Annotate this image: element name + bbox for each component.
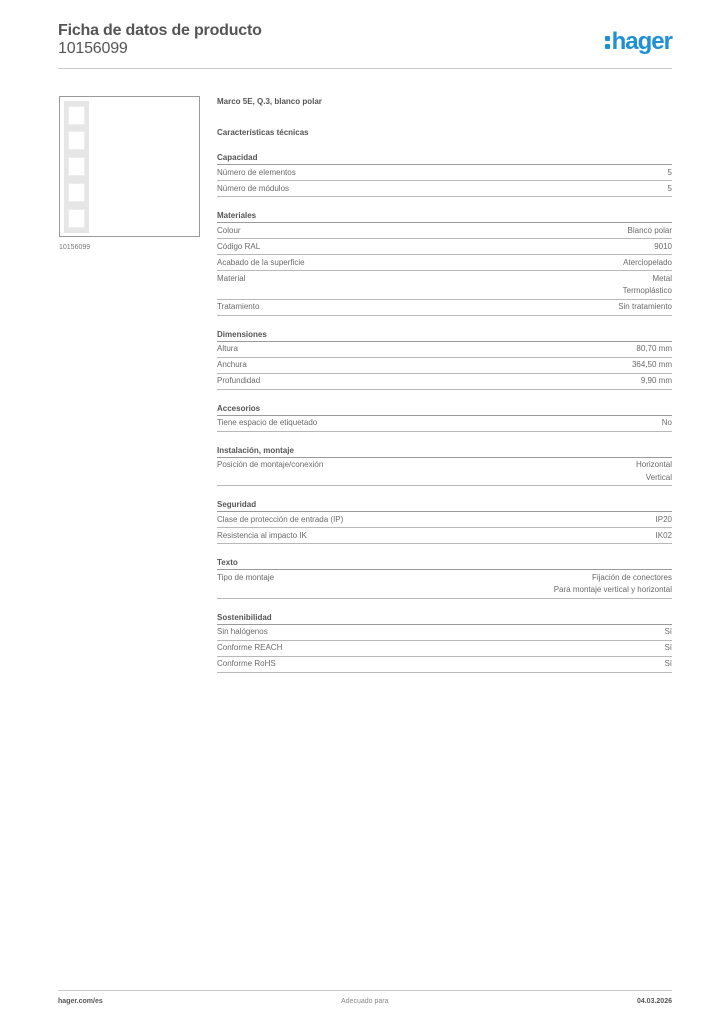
footer-date: 04.03.2026	[636, 998, 672, 1005]
page-footer	[58, 998, 672, 1010]
spec-row	[217, 570, 672, 599]
spec-groups	[217, 152, 672, 673]
spec-label: Tipo de montaje	[217, 572, 275, 582]
spec-value	[636, 459, 672, 484]
footer-divider	[58, 990, 672, 991]
spec-label: Material	[217, 273, 246, 283]
spec-value	[623, 273, 672, 298]
spec-row	[217, 300, 672, 316]
spec-value	[656, 514, 672, 527]
image-caption: 10156099	[59, 244, 91, 251]
spec-row	[217, 271, 672, 300]
spec-value	[641, 375, 672, 388]
page-header	[58, 22, 672, 68]
spec-value-line: Sí	[664, 643, 672, 652]
spec-value	[554, 572, 672, 597]
frame-slot	[68, 157, 85, 176]
spec-value-line: Para montaje vertical y horizontal	[553, 585, 672, 594]
group-title: Accesorios	[217, 403, 672, 416]
product-image	[59, 96, 200, 237]
group-title: Materiales	[217, 210, 672, 223]
spec-value-line: 364,50 mm	[631, 360, 672, 369]
spec-value	[668, 167, 672, 180]
spec-value	[664, 658, 672, 671]
footer-website: hager.com/es	[58, 998, 103, 1005]
spec-label: Acabado de la superficie	[217, 257, 305, 267]
spec-value	[668, 183, 672, 196]
spec-group	[217, 499, 672, 544]
spec-value-line: Vertical	[645, 472, 672, 482]
frame-slot	[68, 209, 85, 228]
product-name: Marco 5E, Q.3, blanco polar	[217, 97, 322, 106]
spec-row	[217, 358, 672, 374]
spec-value	[662, 417, 672, 430]
spec-value-line: Aterciopelado	[623, 257, 672, 267]
spec-value-line: 9,90 mm	[640, 376, 672, 385]
group-title: Sostenibilidad	[217, 612, 672, 625]
section-title: Características técnicas	[217, 128, 309, 137]
frame-slot	[68, 131, 85, 150]
spec-row	[217, 458, 672, 487]
spec-row	[217, 657, 672, 673]
spec-row	[217, 239, 672, 255]
spec-value-line: 5	[667, 183, 672, 193]
spec-row	[217, 342, 672, 358]
spec-row	[217, 223, 672, 239]
spec-label: Sin halógenos	[217, 627, 268, 636]
spec-value	[636, 343, 672, 356]
spec-value	[628, 225, 672, 238]
spec-label: Tiene espacio de etiquetado	[217, 418, 318, 427]
spec-label: Conforme REACH	[217, 643, 283, 652]
spec-value	[632, 359, 672, 372]
spec-label: Conforme RoHS	[217, 659, 276, 668]
document-title: Ficha de datos de producto	[58, 22, 262, 39]
spec-value-line: Termoplástico	[622, 286, 672, 295]
spec-row	[217, 416, 672, 432]
frame-slot	[68, 183, 85, 202]
spec-value-line: 5	[667, 167, 672, 177]
spec-group	[217, 329, 672, 390]
spec-value-line: IK02	[655, 530, 672, 540]
spec-value	[654, 241, 672, 254]
spec-group	[217, 210, 672, 316]
spec-value-line: Sí	[664, 659, 672, 668]
spec-label: Código RAL	[217, 241, 261, 251]
group-title: Instalación, montaje	[217, 445, 672, 458]
spec-value-line: Metal	[652, 273, 672, 283]
spec-label: Altura	[217, 344, 238, 353]
spec-value-line: Sin tratamiento	[618, 302, 672, 311]
spec-label: Resistencia al impacto IK	[217, 530, 307, 540]
spec-content	[217, 96, 672, 673]
spec-group	[217, 445, 672, 487]
spec-group	[217, 403, 672, 432]
spec-group	[217, 152, 672, 197]
spec-value	[656, 530, 672, 543]
spec-label: Número de elementos	[217, 167, 296, 177]
group-title: Capacidad	[217, 152, 672, 165]
spec-label: Clase de protección de entrada (IP)	[217, 514, 344, 524]
spec-value-line: Sí	[664, 627, 672, 636]
spec-value	[664, 642, 672, 655]
spec-value	[618, 301, 672, 314]
spec-value	[623, 257, 672, 270]
spec-value-line: Fijación de conectores	[591, 572, 672, 582]
spec-row	[217, 165, 672, 181]
spec-group	[217, 612, 672, 673]
spec-value-line: 80,70 mm	[636, 344, 672, 353]
product-number: 10156099	[58, 40, 128, 57]
frame-illustration-icon	[64, 101, 89, 233]
spec-label: Colour	[217, 225, 241, 235]
group-title: Seguridad	[217, 499, 672, 512]
spec-row	[217, 625, 672, 641]
spec-row	[217, 512, 672, 528]
spec-label: Profundidad	[217, 376, 261, 385]
spec-row	[217, 528, 672, 544]
spec-row	[217, 641, 672, 657]
spec-group	[217, 557, 672, 599]
spec-value-line: Horizontal	[635, 460, 672, 469]
footer-center-text: Adecuado para	[341, 998, 389, 1005]
spec-value-line: No	[661, 418, 672, 427]
header-divider	[58, 68, 672, 69]
spec-row	[217, 374, 672, 390]
spec-value	[664, 626, 672, 639]
spec-value-line: Blanco polar	[627, 225, 672, 235]
spec-value-line: IP20	[655, 514, 672, 524]
spec-value-line: 9010	[654, 241, 672, 251]
frame-slot	[68, 106, 85, 125]
spec-label: Posición de montaje/conexión	[217, 460, 324, 469]
hager-logo	[605, 28, 672, 56]
logo-text: hager	[611, 28, 672, 55]
spec-row	[217, 181, 672, 197]
spec-label: Tratamiento	[217, 302, 260, 311]
group-title: Texto	[217, 557, 672, 570]
spec-label: Anchura	[217, 360, 247, 369]
group-title: Dimensiones	[217, 329, 672, 342]
spec-row	[217, 255, 672, 271]
spec-label: Número de módulos	[217, 183, 290, 193]
